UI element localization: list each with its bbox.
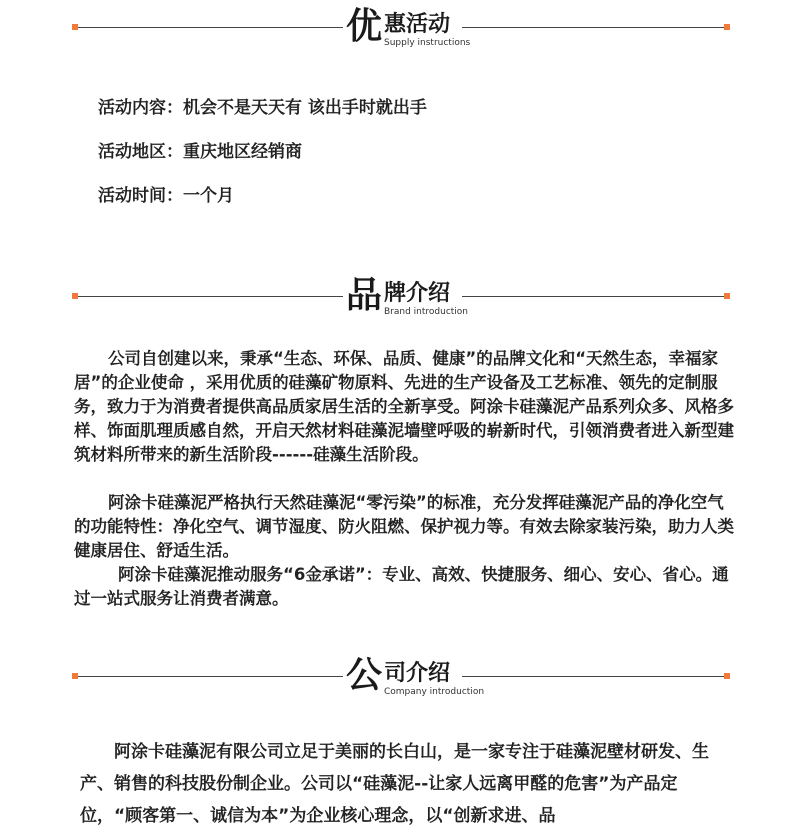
left-divider-line	[78, 676, 343, 677]
company-paragraph: 阿涂卡硅藻泥有限公司立足于美丽的长白山，是一家专注于硅藻泥壁材研发、生产、销售的科技股份制企业。公司以“硅藻泥--让家人远离甲醛的危害”为产品定位，“顾客第一、诚信为本”为企业核心理念，以“创新求进、品	[80, 742, 709, 826]
right-orange-dot	[724, 293, 730, 299]
section-subtitle: Supply instructions	[384, 38, 471, 48]
promo-item-time: 活动时间：一个月	[98, 186, 234, 206]
section-title-first-char: 优	[346, 6, 383, 47]
brand-paragraph-1: 公司自创建以来，秉承“生态、环保、品质、健康”的品牌文化和“天然生态，幸福家居”的企业使命 ，采用优质的硅藻矿物原料、先进的生产设备及工艺标准、领先的定制服务，致力于为消费者提供高品质家居生活的全新享受。阿涂卡硅藻泥产品系列众多、风格多样、饰面肌理质感自然，开启天然材料硅藻泥墙壁呼吸的崭新时代，引领消费者进入新型建筑材料所带来的新生活阶段------硅藻生活阶段。	[74, 349, 734, 464]
section-header-promo	[0, 5, 800, 55]
section-title-rest: 司介绍	[384, 661, 451, 686]
section-header-company	[0, 654, 800, 704]
section-title-first-char: 品	[346, 275, 383, 316]
section-subtitle: Company introduction	[384, 687, 485, 697]
right-divider-line	[462, 676, 724, 677]
section-title-rest: 牌介绍	[384, 281, 451, 306]
right-divider-line	[462, 27, 724, 28]
promo-item-content: 活动内容：机会不是天天有 该出手时就出手	[98, 98, 427, 118]
section-subtitle: Brand introduction	[384, 307, 469, 317]
promo-item-region: 活动地区：重庆地区经销商	[98, 142, 302, 162]
section-header-brand	[0, 274, 800, 324]
right-divider-line	[462, 296, 724, 297]
brand-paragraph-2: 阿涂卡硅藻泥严格执行天然硅藻泥“零污染”的标准，充分发挥硅藻泥产品的净化空气的功能特性：净化空气、调节湿度、防火阻燃、保护视力等。有效去除家装污染，助力人类健康居住、舒适生活。	[74, 493, 734, 560]
section-title-first-char: 公	[346, 655, 383, 696]
section-title-rest: 惠活动	[384, 12, 451, 37]
right-orange-dot	[724, 673, 730, 679]
left-divider-line	[78, 27, 343, 28]
brand-paragraph-3: 阿涂卡硅藻泥推动服务“6金承诺”：专业、高效、快捷服务、细心、安心、省心。通过一站式服务让消费者满意。	[74, 565, 729, 608]
right-orange-dot	[724, 24, 730, 30]
left-divider-line	[78, 296, 343, 297]
